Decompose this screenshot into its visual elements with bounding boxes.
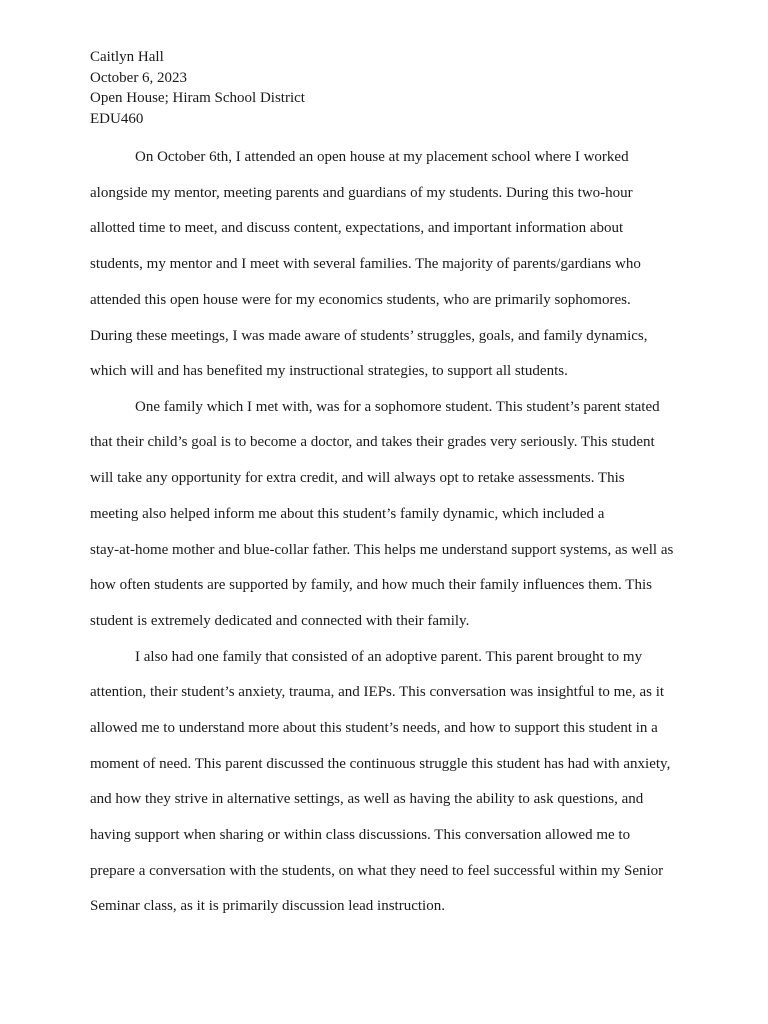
paragraph-2-line-6: how often students are supported by family, and how much their family influences them. This [90, 577, 652, 593]
paragraph-3-line-3: allowed me to understand more about this student’s needs, and how to support this student in a [90, 720, 658, 736]
paragraph-1-line-3: allotted time to meet, and discuss content, expectations, and important information about [90, 220, 624, 236]
document-title: Open House; Hiram School District [90, 90, 305, 106]
paragraph-3-line-2: attention, their student’s anxiety, trauma, and IEPs. This conversation was insightful to me, as it [90, 684, 665, 700]
paragraph-1-line-7: which will and has benefited my instructional strategies, to support all students. [90, 363, 568, 379]
paragraph-3-line-5: and how they strive in alternative settings, as well as having the ability to ask questions, and [90, 791, 644, 807]
paragraph-2-line-5: stay-at-home mother and blue-collar father. This helps me understand support systems, as well as [90, 542, 674, 558]
course-code: EDU460 [90, 110, 144, 127]
document-header [90, 47, 305, 129]
document-date: October 6, 2023 [90, 69, 188, 86]
paragraph-2-line-4: meeting also helped inform me about this student’s family dynamic, which included a [90, 506, 605, 522]
author-name: Caitlyn Hall [90, 49, 164, 65]
paragraph-3-line-1: I also had one family that consisted of an adoptive parent. This parent brought to my [135, 649, 643, 665]
paragraph-3-line-8: Seminar class, as it is primarily discussion lead instruction. [90, 898, 445, 914]
paragraph-2-line-2: that their child’s goal is to become a doctor, and takes their grades very seriously. This student [90, 434, 655, 450]
paragraph-2-line-3: will take any opportunity for extra credit, and will always opt to retake assessments. This [90, 470, 625, 486]
paragraph-1-line-1: On October 6th, I attended an open house at my placement school where I worked [135, 149, 629, 165]
paragraph-1-line-5: attended this open house were for my economics students, who are primarily sophomores. [90, 292, 631, 308]
paragraph-3-line-4: moment of need. This parent discussed the continuous struggle this student has had with anxiety, [90, 756, 671, 772]
paragraph-3-line-7: prepare a conversation with the students, on what they need to feel successful within my Senior [90, 863, 664, 879]
paragraph-2-line-1: One family which I met with, was for a sophomore student. This student’s parent stated [135, 399, 660, 415]
paragraph-2-line-7: student is extremely dedicated and connected with their family. [90, 613, 470, 629]
paragraph-1-line-6: During these meetings, I was made aware of students’ struggles, goals, and family dynamics, [90, 328, 648, 344]
paragraph-3-line-6: having support when sharing or within class discussions. This conversation allowed me to [90, 827, 631, 843]
paragraph-1-line-2: alongside my mentor, meeting parents and guardians of my students. During this two-hour [90, 185, 633, 201]
paragraph-1-line-4: students, my mentor and I meet with several families. The majority of parents/gardians who [90, 256, 641, 272]
